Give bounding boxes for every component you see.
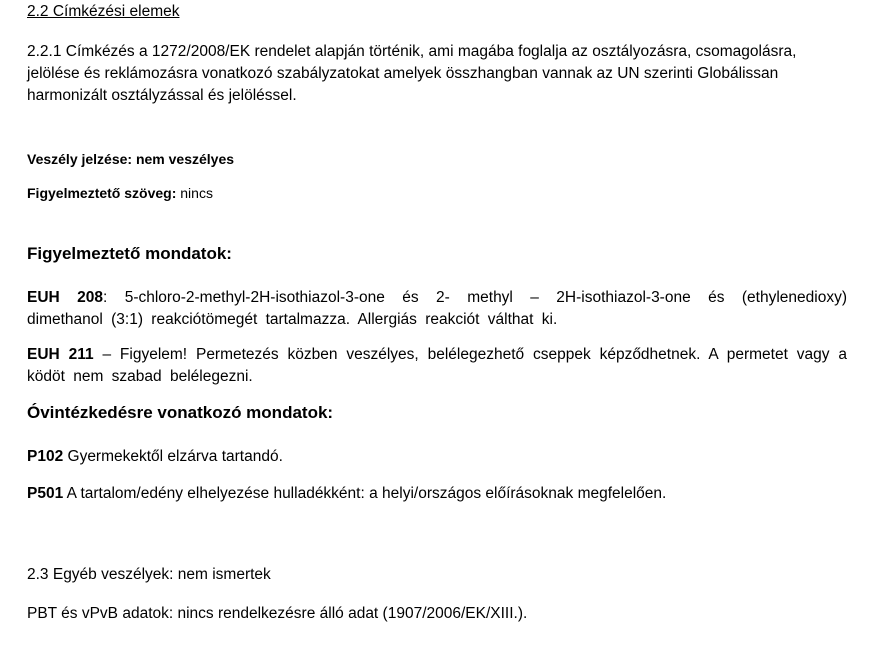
p102-text: Gyermekektől elzárva tartandó.: [63, 448, 283, 465]
euh-208-code: EUH 208: [27, 289, 103, 306]
euh-211-code: EUH 211: [27, 346, 94, 363]
warning-sentences-heading: Figyelmeztető mondatok:: [27, 244, 232, 263]
p501-line: [27, 483, 847, 505]
warning-text-line: [27, 185, 847, 202]
p102-code: P102: [27, 448, 64, 465]
p501-text: A tartalom/edény elhelyezése hulladékként: a helyi/országos előírásoknak megfelelően.: [63, 485, 667, 502]
section-2-2-heading: 2.2 Címkézési elemek: [27, 3, 180, 20]
warning-text-label: Figyelmeztető szöveg:: [27, 185, 177, 201]
euh-208-text: : 5-chloro-2-methyl-2H-isothiazol-3-one és 2- methyl – 2H-isothiazol-3-one és (ethylenedioxy) dimethanol (3:1) reakciótömegét tartalmazza. Allergiás reakciót válthat ki.: [27, 289, 847, 328]
euh-208-paragraph: [27, 287, 847, 331]
hazard-indication-line: Veszély jelzése: nem veszélyes: [27, 151, 235, 167]
p501-code: P501: [27, 485, 64, 502]
euh-211-paragraph: [27, 344, 847, 388]
section-2-3-heading: 2.3 Egyéb veszélyek: nem ismertek: [27, 566, 271, 583]
warning-text-value: nincs: [176, 185, 213, 201]
pbt-vpvb-line: PBT és vPvB adatok: nincs rendelkezésre álló adat (1907/2006/EK/XIII.).: [27, 605, 528, 622]
labeling-regulation-paragraph: 2.2.1 Címkézés a 1272/2008/EK rendelet alapján történik, ami magába foglalja az osztályozásra, csomagolásra, jelölése és reklámozásra vonatkozó szabályzatokat amelyek összhangban vannak az UN szerinti Globálissan harmonizált osztályzással és jelöléssel.: [27, 43, 797, 104]
euh-211-text: – Figyelem! Permetezés közben veszélyes, belélegezhető cseppek képződhetnek. A permetet vagy a ködöt nem szabad belélegezni.: [27, 346, 847, 385]
precaution-sentences-heading: Óvintézkedésre vonatkozó mondatok:: [27, 403, 334, 422]
p102-line: [27, 446, 847, 468]
